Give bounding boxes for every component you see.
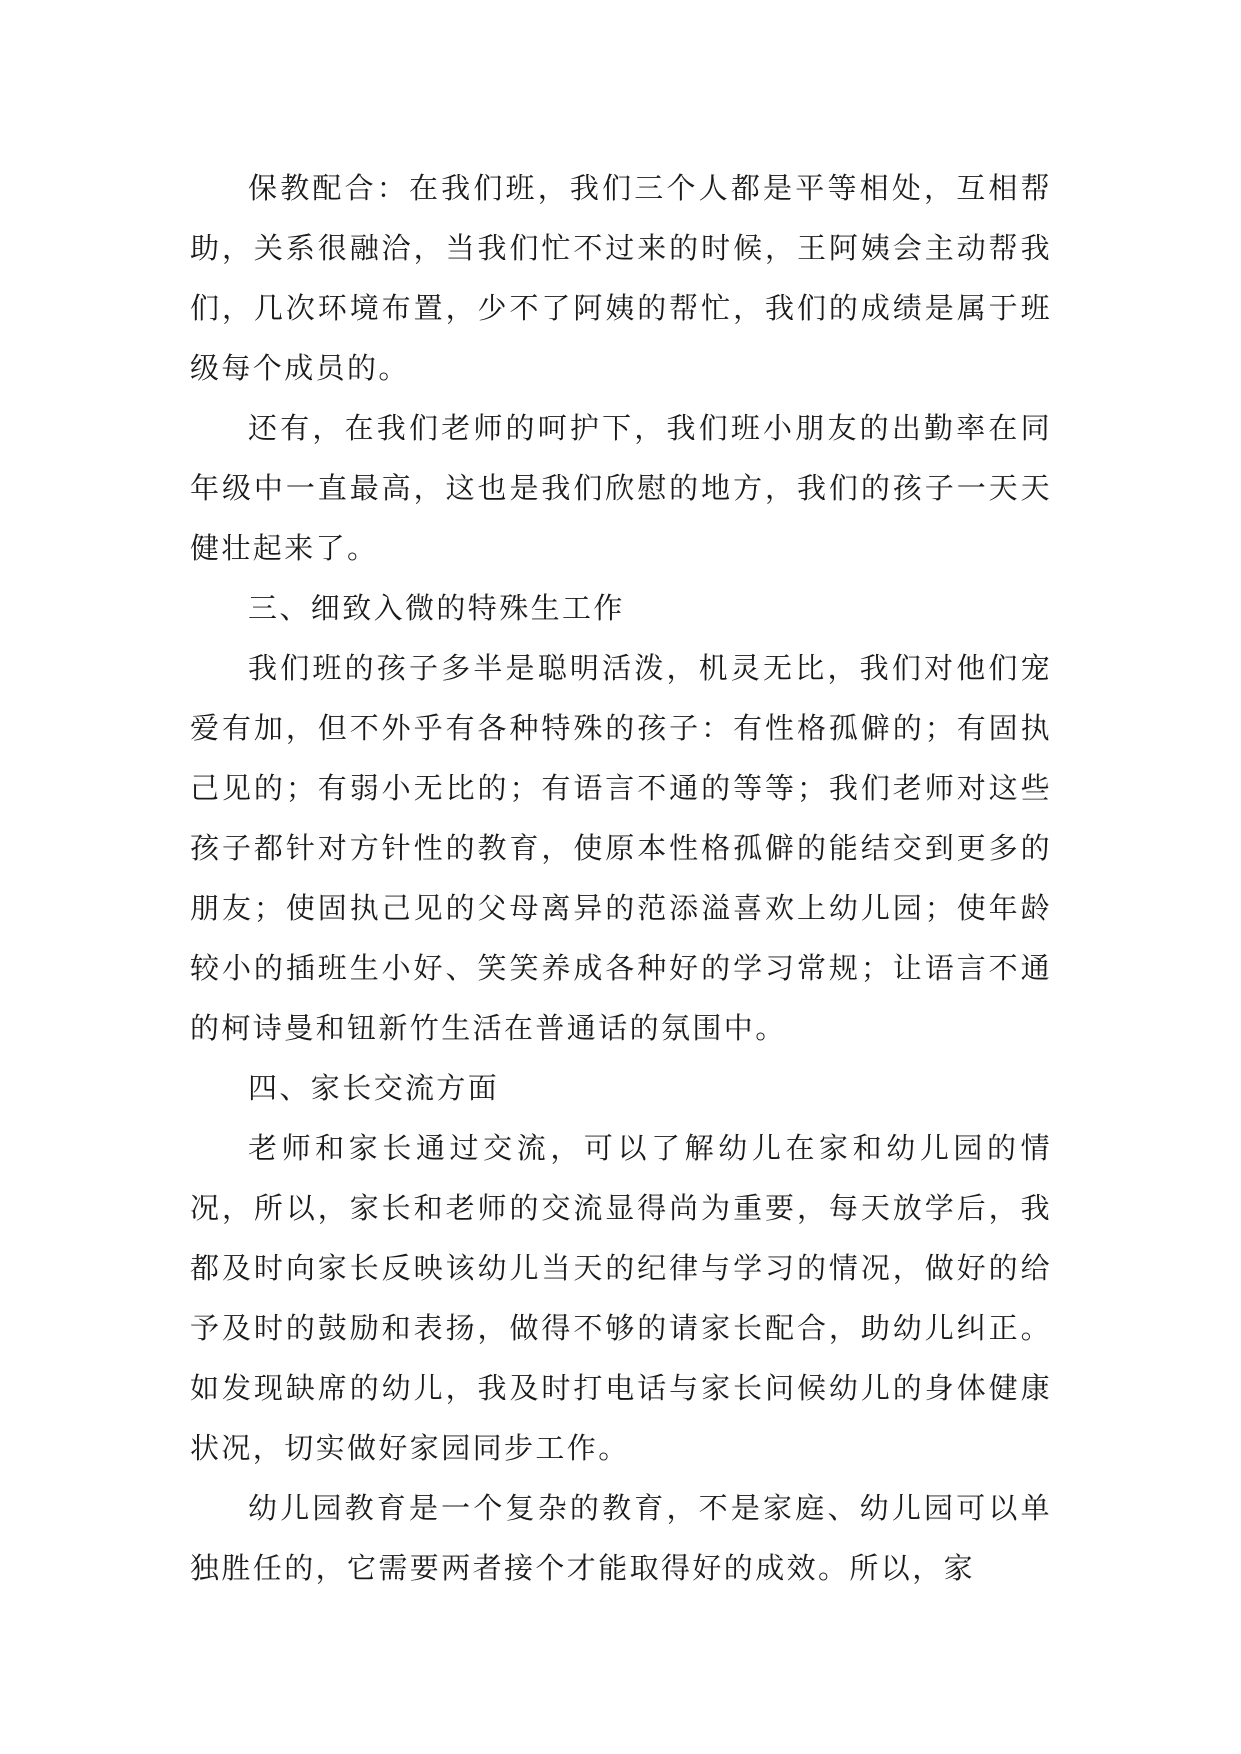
paragraph-parent-communication: 老师和家长通过交流，可以了解幼儿在家和幼儿园的情况，所以，家长和老师的交流显得尚为重要，每天放学后，我都及时向家长反映该幼儿当天的纪律与学习的情况，做好的给予及时的鼓励和表扬，做得不够的请家长配合，助幼儿纠正。如发现缺席的幼儿，我及时打电话与家长问候幼儿的身体健康状况，切实做好家园同步工作。 bbox=[190, 1131, 1052, 1465]
paragraph-staff-cooperation: 保教配合：在我们班，我们三个人都是平等相处，互相帮助，关系很融洽，当我们忙不过来的时候，王阿姨会主动帮我们，几次环境布置，少不了阿姨的帮忙，我们的成绩是属于班级每个成员的。 bbox=[190, 171, 1052, 385]
paragraph-attendance: 还有，在我们老师的呵护下，我们班小朋友的出勤率在同年级中一直最高，这也是我们欣慰的地方，我们的孩子一天天健壮起来了。 bbox=[190, 411, 1052, 565]
paragraph-kindergarten-education: 幼儿园教育是一个复杂的教育，不是家庭、幼儿园可以单独胜任的，它需要两者接个才能取得好的成效。所以，家 bbox=[190, 1491, 1052, 1585]
section-heading-special-students: 三、细致入微的特殊生工作 bbox=[248, 591, 625, 625]
paragraph-special-students: 我们班的孩子多半是聪明活泼，机灵无比，我们对他们宠爱有加，但不外乎有各种特殊的孩子：有性格孤僻的；有固执己见的；有弱小无比的；有语言不通的等等；我们老师对这些孩子都针对方针性的教育，使原本性格孤僻的能结交到更多的朋友；使固执己见的父母离异的范添溢喜欢上幼儿园；使年龄较小的插班生小好、笑笑养成各种好的学习常规；让语言不通的柯诗曼和钮新竹生活在普通话的氛围中。 bbox=[190, 651, 1052, 1045]
document-page bbox=[190, 158, 1052, 1598]
section-heading-parent-communication: 四、家长交流方面 bbox=[248, 1071, 500, 1105]
